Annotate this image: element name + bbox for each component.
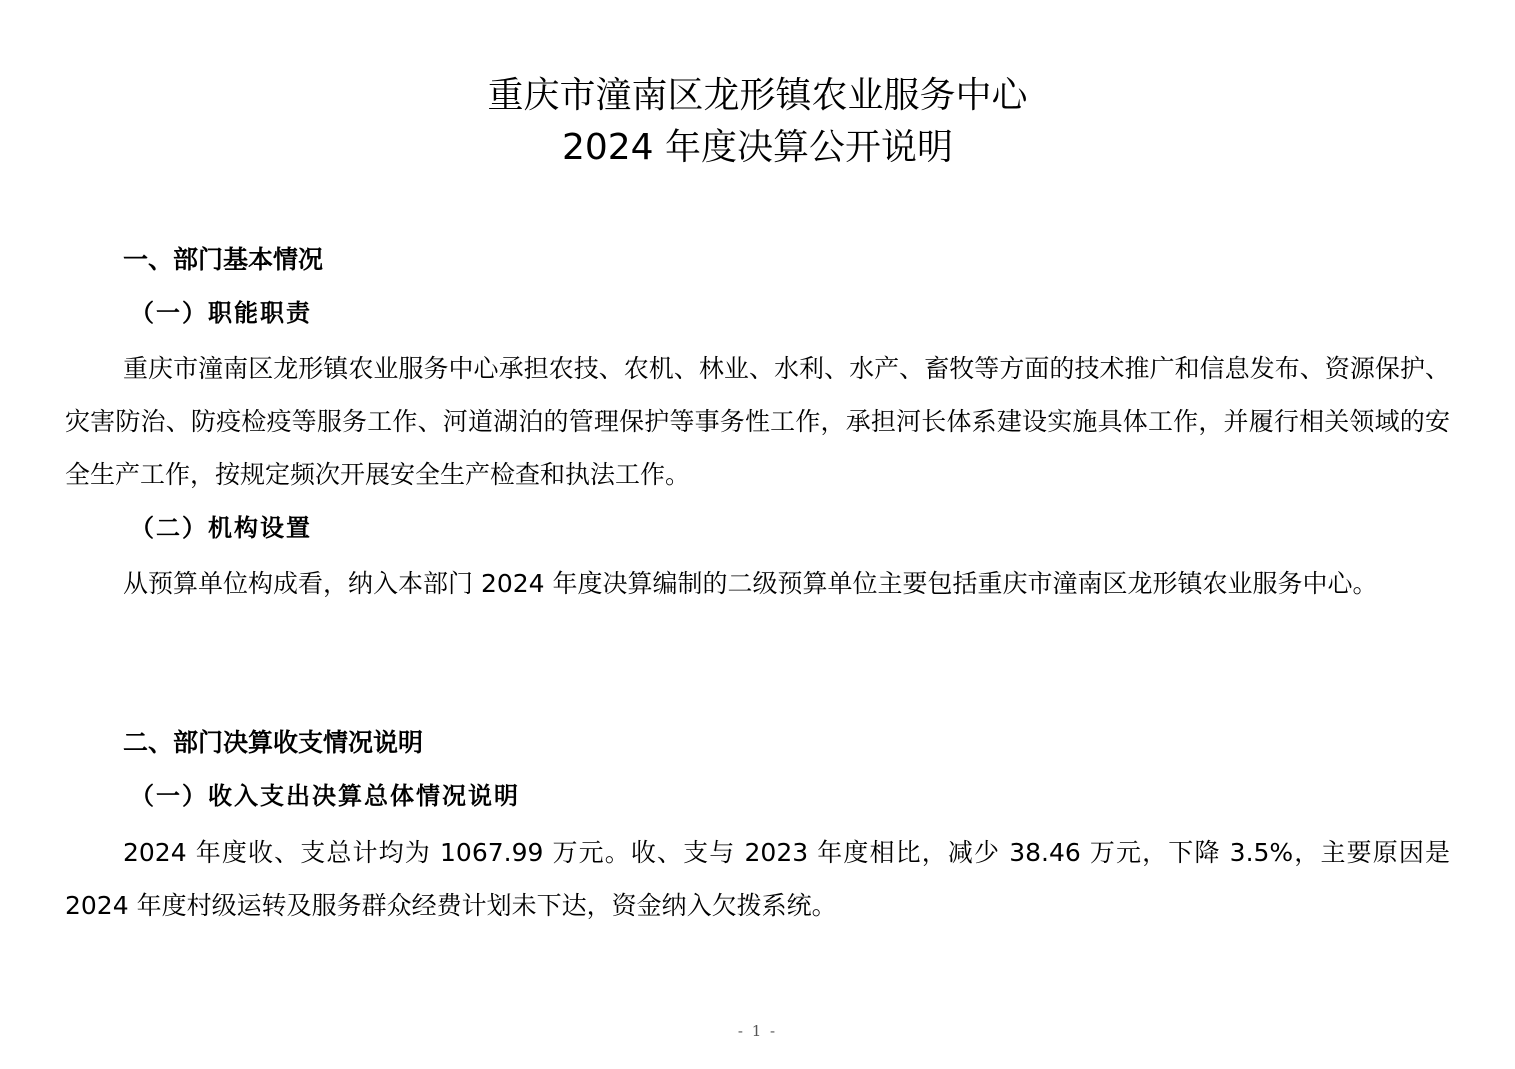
section1-sub1-paragraph: 重庆市潼南区龙形镇农业服务中心承担农技、农机、林业、水利、水产、畜牧等方面的技术推广和信息发布、资源保护、灾害防治、防疫检疫等服务工作、河道湖泊的管理保护等事务性工作，承担河长体系建设实施具体工作，并履行相关领域的安全生产工作，按规定频次开展安全生产检查和执法工作。 — [65, 354, 1450, 489]
section1-heading: 一、部门基本情况 — [123, 245, 324, 274]
document-title-line2: 2024 年度决算公开说明 — [561, 127, 954, 168]
page-number: - 1 - — [737, 1022, 778, 1040]
section2-sub1-heading: （一）收入支出决算总体情况说明 — [130, 781, 520, 810]
section1-sub2-paragraph: 从预算单位构成看，纳入本部门 2024 年度决算编制的二级预算单位主要包括重庆市潼南区龙形镇农业服务中心。 — [123, 569, 1378, 598]
section1-sub1-heading: （一）职能职责 — [130, 298, 312, 327]
section2-sub1-paragraph: 2024 年度收、支总计均为 1067.99 万元。收、支与 2023 年度相比，减少 38.46 万元，下降 3.5%，主要原因是 2024 年度村级运转及服务群众经费计划未下达，资金纳入欠拨系统。 — [65, 838, 1450, 920]
section2-heading: 二、部门决算收支情况说明 — [123, 728, 424, 757]
section1-sub2-heading: （二）机构设置 — [130, 513, 312, 542]
document-title-line1: 重庆市潼南区龙形镇农业服务中心 — [487, 75, 1028, 116]
